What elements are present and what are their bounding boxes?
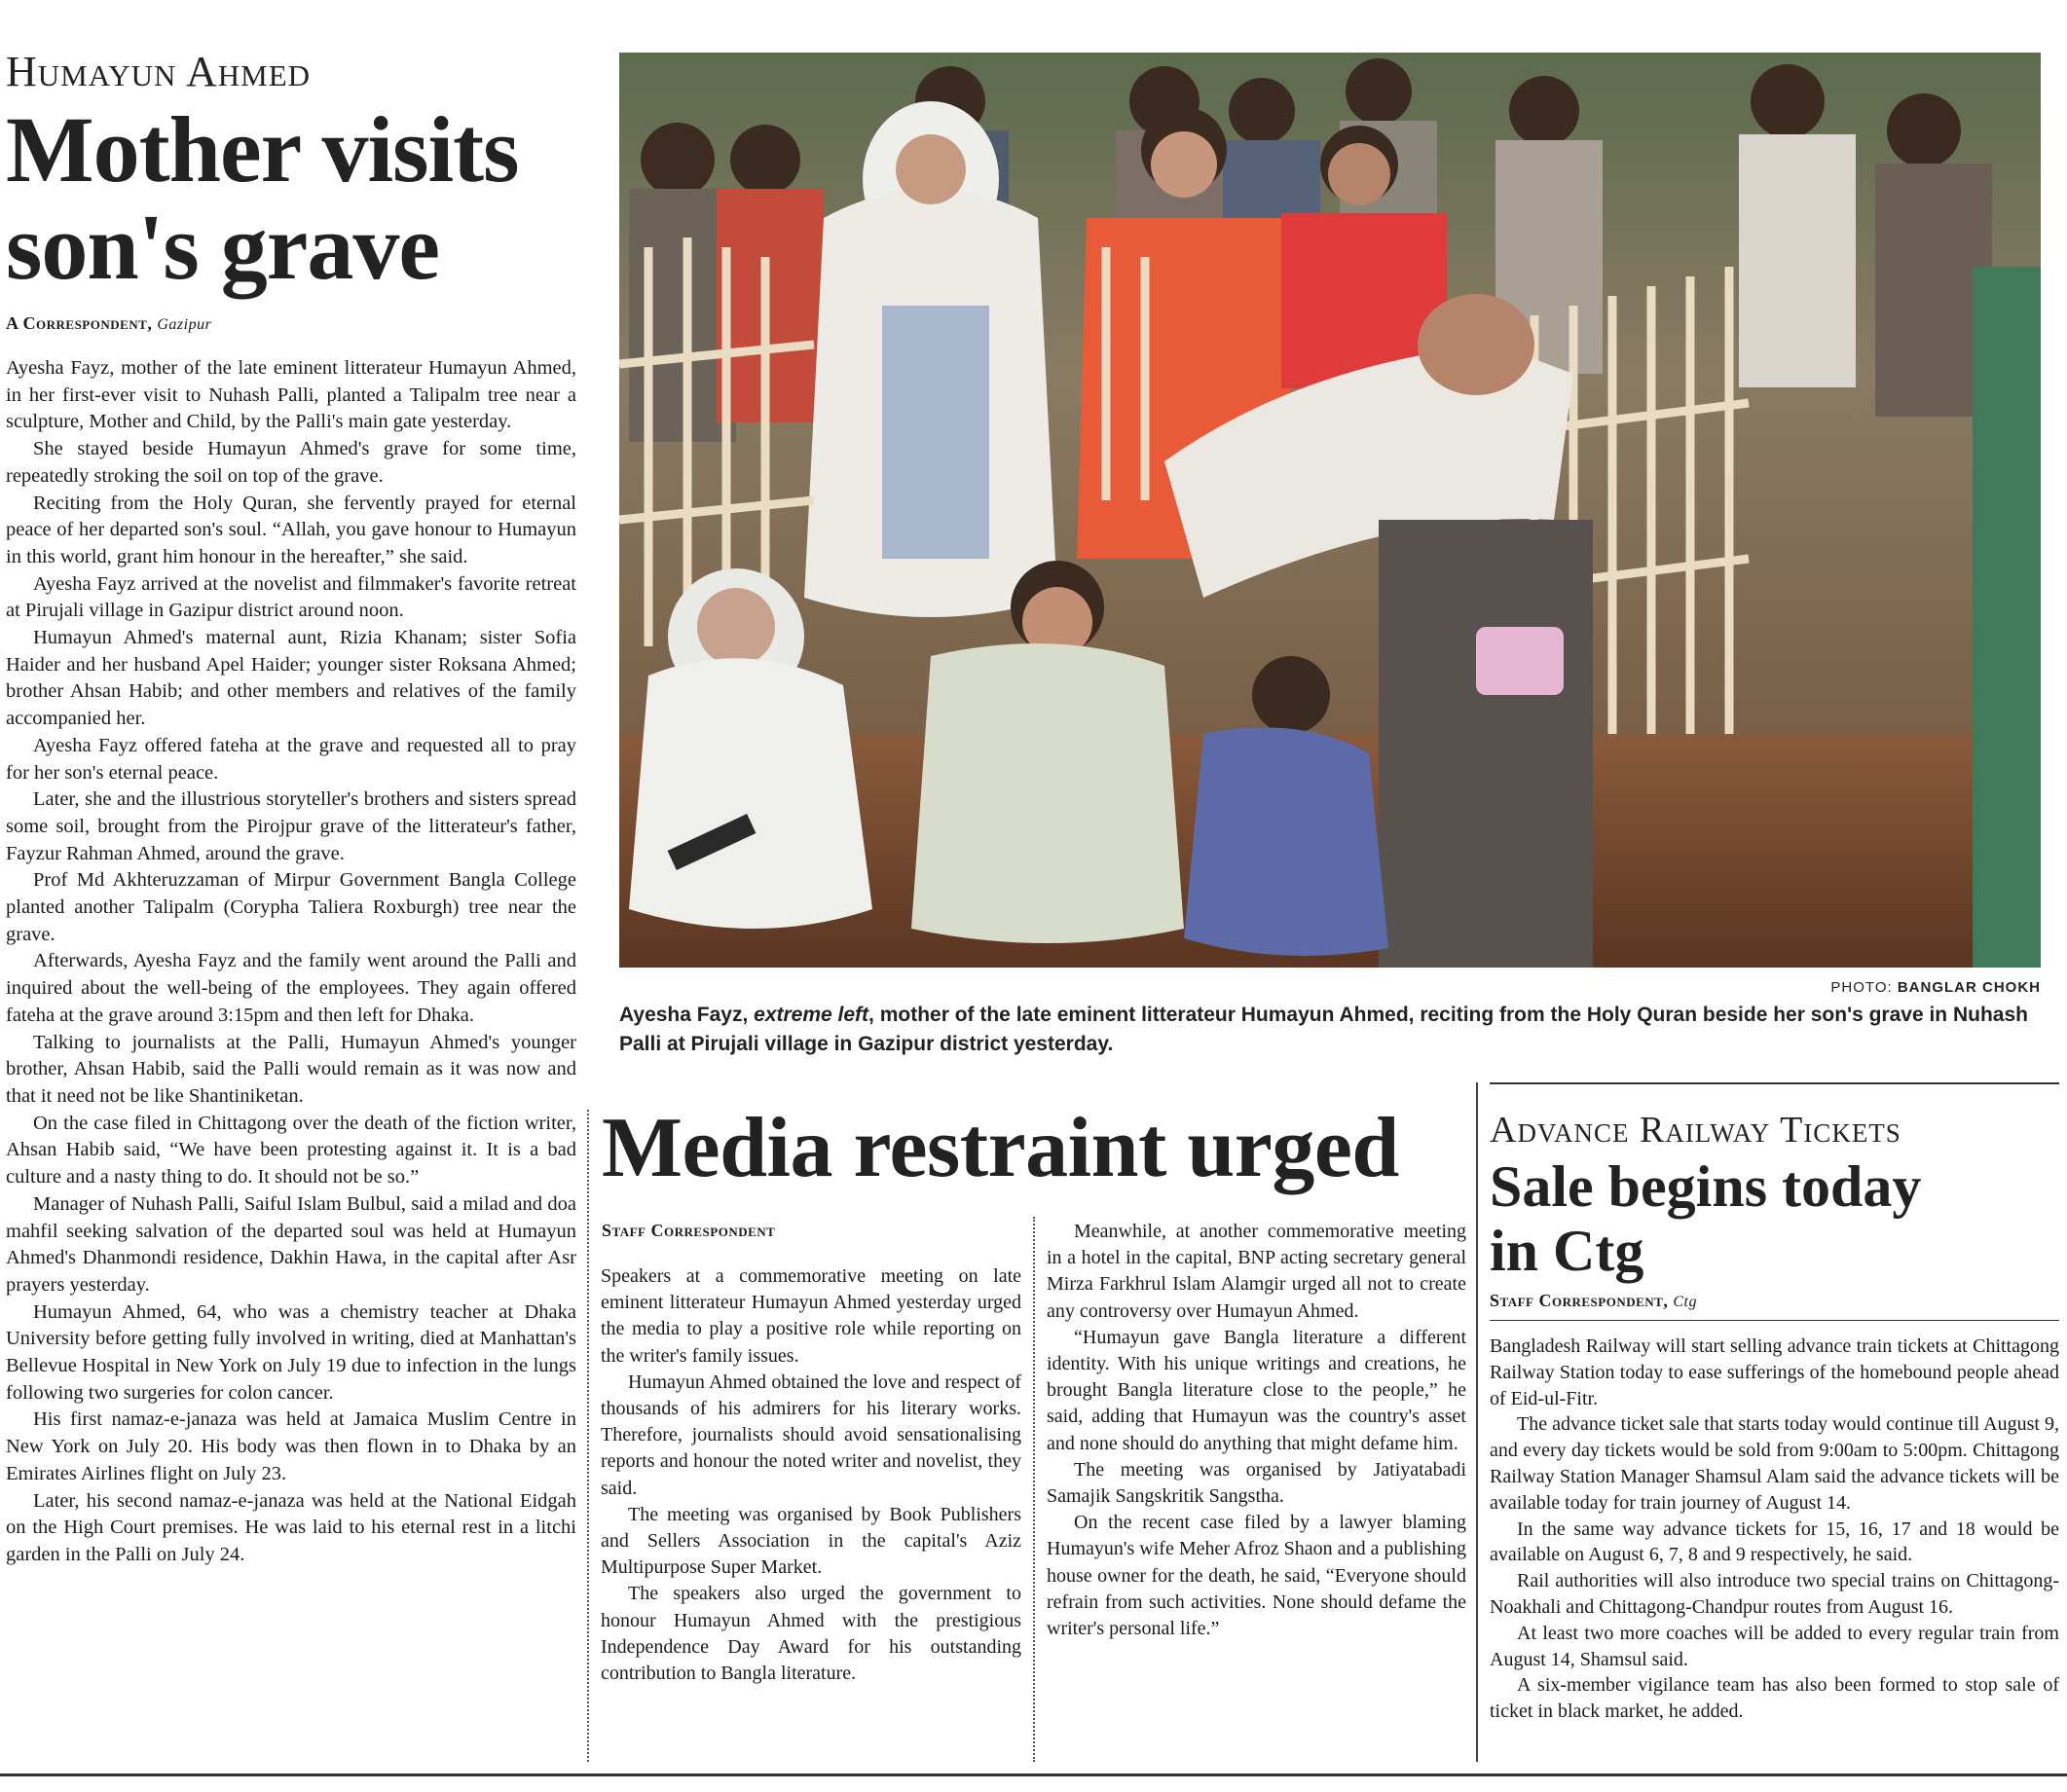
paragraph: The meeting was organised by Book Publishers and Sellers Association in the capital's Aziz Multipurpose Super Market.: [601, 1503, 1021, 1579]
paragraph: Rail authorities will also introduce two special trains on Chittagong-Noakhali and Chittagong-Chandpur routes from August 16.: [1490, 1570, 2059, 1618]
paragraph: Later, his second namaz-e-janaza was held at the National Eidgah on the High Court premises. He was laid to his eternal rest in a litchi garden in the Palli on July 24.: [6, 1489, 576, 1565]
article-kicker: Humayun Ahmed: [6, 48, 312, 95]
paragraph: Speakers at a commemorative meeting on late eminent litterateur Humayun Ahmed yesterday urged the media to play a positive role while reporting on the writer's family issues.: [601, 1265, 1021, 1367]
paragraph: Ayesha Fayz arrived at the novelist and filmmaker's favorite retreat at Pirujali village in Gazipur district around noon.: [6, 572, 576, 622]
paragraph: On the case filed in Chittagong over the death of the fiction writer, Ahsan Habib said, “We have been protesting against it. It is a bad culture and a nasty thing to do. It should not be so.”: [6, 1112, 576, 1189]
column-separator: [1476, 1082, 1478, 1762]
paragraph: Later, she and the illustrious storyteller's brothers and sisters spread some soil, brought from the Pirojpur grave of the litterateur's father, Fayzur Rahman Ahmed, around the grave.: [6, 788, 576, 864]
byline-place: Gazipur: [157, 316, 212, 333]
page-bottom-rule: [0, 1774, 2067, 1776]
photo-credit-label: PHOTO:: [1830, 979, 1893, 996]
rail-byline: [1490, 1291, 2054, 1311]
media-headline: Media restraint urged: [602, 1101, 1399, 1195]
paragraph: The meeting was organised by Jatiyatabadi Samajik Sangskritik Sangstha.: [1047, 1458, 1466, 1508]
paragraph: Talking to journalists at the Palli, Humayun Ahmed's younger brother, Ahsan Habib, said the Palli would remain as it was now and that it need not be like Shantiniketan.: [6, 1031, 576, 1107]
paragraph: Ayesha Fayz, mother of the late eminent litterateur Humayun Ahmed, in her first-ever visit to Nuhash Palli, planted a Talipalm tree near a sculpture, Mother and Child, by the Palli's main gate yesterday.: [6, 357, 576, 433]
media-byline: Staff Correspondent: [602, 1221, 776, 1240]
headline-line: Sale begins today: [1490, 1154, 1922, 1219]
paragraph: Meanwhile, at another commemorative meeting in a hotel in the capital, BNP acting secretary general Mirza Farkhrul Islam Alamgir urged all not to create any controversy over Humayun Ahmed.: [1047, 1221, 1466, 1322]
paragraph: Reciting from the Holy Quran, she fervently prayed for eternal peace of her departed son's soul. “Allah, you gave honour to Humayun in this world, grant him honour in the hereafter,” she said.: [6, 492, 576, 567]
rail-body: [1490, 1334, 2059, 1725]
paragraph: Ayesha Fayz offered fateha at the grave and requested all to pray for her son's eternal peace.: [6, 734, 576, 784]
article-headline: [6, 97, 576, 299]
photo-credit-name: BANGLAR CHOKH: [1897, 979, 2041, 996]
paragraph: At least two more coaches will be added to every regular train from August 14, Shamsul said.: [1490, 1622, 2059, 1670]
paragraph: Prof Md Akhteruzzaman of Mirpur Government Bangla College planted another Talipalm (Corypha Taliera Roxburgh) tree near the grave.: [6, 869, 576, 945]
paragraph: Humayun Ahmed obtained the love and respect of thousands of his admirers for his literary works. Therefore, journalists should avoid sensationalising reports and honour the noted writer and novelist, they said.: [601, 1371, 1021, 1499]
news-photo: [619, 53, 2041, 968]
photo-illustration: [619, 53, 2041, 968]
caption-text: , mother of the late eminent litterateur Humayun Ahmed, reciting from the Holy Quran beside her son's grave in Nuhash Palli at Pirujali village in Gazipur district yesterday.: [619, 1004, 2028, 1055]
byline-author: Staff Correspondent,: [1490, 1291, 1669, 1310]
headline-line: Mother visits: [6, 97, 519, 201]
photo-caption: [619, 1001, 2041, 1059]
paragraph: “Humayun gave Bangla literature a different identity. With his unique writings and creations, he brought Bangla literature close to the people,” he said, adding that Humayun was the country's asset and none should do anything that might defame him.: [1047, 1326, 1466, 1454]
figure-green-shirt: [1973, 267, 2041, 968]
paragraph: On the recent case filed by a lawyer blaming Humayun's wife Meher Afroz Shaon and a publishing house owner for the death, he said, “Everyone should refrain from such activities. None should defame the writer's personal life.”: [1047, 1512, 1466, 1640]
column-separator: [587, 1110, 589, 1762]
headline-line: in Ctg: [1490, 1219, 1644, 1283]
paragraph: Bangladesh Railway will start selling advance train tickets at Chittagong Railway Station today to ease sufferings of the homebound people ahead of Eid-ul-Fitr.: [1490, 1335, 2059, 1409]
article-byline: [6, 313, 576, 334]
byline-author: A Correspondent,: [6, 313, 153, 333]
rail-kicker: [1490, 1110, 2054, 1151]
media-column-2: [1047, 1219, 1466, 1642]
paragraph: Humayun Ahmed's maternal aunt, Rizia Khanam; sister Sofia Haider and her husband Apel Haider; younger sister Roksana Ahmed; brother Ahsan Habib; and other members and relatives of the family accompanied her.: [6, 627, 576, 730]
media-column-1: [601, 1263, 1021, 1687]
byline-place: Ctg: [1673, 1294, 1697, 1310]
paragraph: The speakers also urged the government to honour Humayun Ahmed with the prestigious Independence Day Award for his outstanding contribution to Bangla literature.: [601, 1583, 1021, 1685]
caption-name: Ayesha Fayz,: [619, 1004, 749, 1026]
paragraph: Humayun Ahmed, 64, who was a chemistry teacher at Dhaka University before getting fully involved in writing, died at Manhattan's Bellevue Hospital in New York on July 19 due to infection in the lungs following two surgeries for colon cancer.: [6, 1300, 576, 1404]
paragraph: The advance ticket sale that starts today would continue till August 9, and every day tickets would be sold from 9:00am to 5:00pm. Chittagong Railway Station Manager Shamsul Alam said the advance tickets will be available today for train journey of August 14.: [1490, 1413, 2059, 1514]
photo-credit: [1655, 979, 2041, 996]
caption-emphasis: extreme left: [754, 1004, 869, 1026]
paragraph: She stayed beside Humayun Ahmed's grave for some time, repeatedly stroking the soil on top of the grave.: [6, 438, 576, 487]
paragraph: His first namaz-e-janaza was held at Jamaica Muslim Centre in New York on July 20. His body was then flown in to Dhaka by an Emirates Airlines flight on July 23.: [6, 1408, 576, 1484]
left-article: [6, 49, 576, 1569]
article-body: [6, 355, 576, 1569]
paragraph: Manager of Nuhash Palli, Saiful Islam Bulbul, said a milad and doa mahfil seeking salvation of the departed soul was held at Humayun Ahmed's Dhanmondi residence, Dakhin Hawa, in the capital after Asr prayers yesterday.: [6, 1192, 576, 1296]
headline-line: son's grave: [6, 195, 439, 299]
section-rule: [1490, 1082, 2059, 1084]
paragraph: In the same way advance tickets for 15, 16, 17 and 18 would be available on August 6, 7, 8 and 9 respectively, he said.: [1490, 1518, 2059, 1566]
column-separator: [1033, 1217, 1035, 1762]
article-kicker: Advance Railway Tickets: [1490, 1110, 1901, 1151]
section-rule: [1490, 1320, 2059, 1321]
rail-headline: [1490, 1154, 2054, 1283]
paragraph: Afterwards, Ayesha Fayz and the family went around the Palli and inquired about the well-being of the employees. They again offered fateha at the grave around 3:15pm and then left for Dhaka.: [6, 950, 576, 1026]
paragraph: A six-member vigilance team has also been formed to stop sale of ticket in black market, he added.: [1490, 1674, 2059, 1723]
